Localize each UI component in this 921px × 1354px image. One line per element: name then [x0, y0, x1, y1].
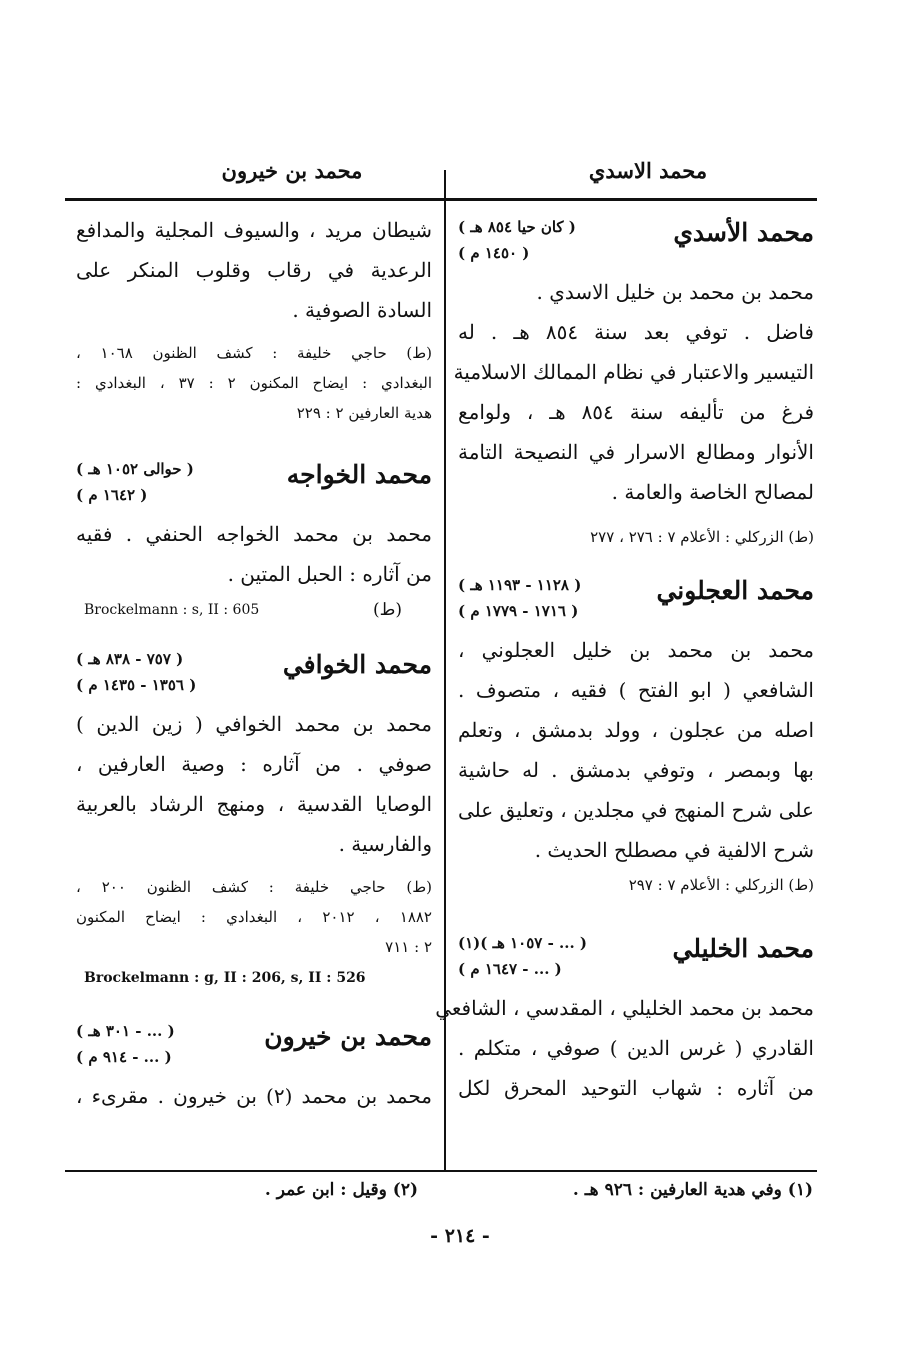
entry-dates [76, 456, 194, 508]
reference-text: Brockelmann : s, II : 605 [84, 602, 260, 618]
entry-name: محمد بن خيرون [264, 1022, 432, 1051]
text-line: شرح الالفية في مصطلح الحديث . [534, 838, 814, 862]
entry-heading [458, 926, 814, 988]
entry-name: محمد الخوافي [282, 650, 432, 679]
source-line: (ط) الزركلي : الأعلام ٧ : ٢٩٧ [628, 876, 814, 894]
date-hijri: ( ... - ١٠٥٧ هـ )(١) [458, 934, 588, 952]
reference-label: (ط) [373, 600, 402, 620]
date-gregorian: ( ... - ١٦٤٧ م ) [458, 960, 562, 978]
text-line: من آثاره : الحبل المتين . [227, 562, 432, 586]
source-line: (ط) حاجي خليفة : كشف الظنون ٢٠٠ ، [76, 878, 433, 896]
text-line: من آثاره : شهاب التوحيد المحرق لكل [458, 1076, 814, 1100]
date-gregorian: ( ١٣٥٦ - ١٤٣٥ م ) [76, 676, 197, 694]
entry-heading [76, 1014, 432, 1076]
text-line: اصله من عجلون ، وولد بدمشق ، وتعلم [458, 718, 814, 742]
footnote-left: (٢) وقيل : ابن عمر . [264, 1180, 418, 1200]
text-line: الشافعي ( ابو الفتح ) فقيه ، متصوف . [458, 678, 814, 702]
entry-name: محمد الخليلي [672, 934, 814, 963]
text-line: محمد بن محمد الخوافي ( زين الدين ) [76, 712, 432, 736]
entry-name: محمد الخواجه [286, 460, 432, 489]
date-gregorian: ( ١٦٤٢ م ) [76, 486, 148, 504]
date-gregorian: ( ... - ٩١٤ م ) [76, 1048, 172, 1066]
source-line: ١٨٨٢ ، ٢٠١٢ ، البغدادي : ايضاح المكنون [76, 908, 432, 926]
text-line: صوفي . من آثاره : وصية العارفين ، [76, 752, 432, 776]
text-line: محمد بن محمد (٢) بن خيرون . مقرىء ، [76, 1084, 432, 1108]
footnote-rule [65, 1170, 817, 1172]
reference-line [76, 962, 432, 994]
date-gregorian: ( ١٧١٦ - ١٧٧٩ م ) [458, 602, 579, 620]
entry-heading [76, 642, 432, 704]
reference-text: Brockelmann : g, II : 206, s, II : 526 [84, 970, 366, 986]
entry-dates [458, 214, 576, 266]
entry-heading [76, 452, 432, 514]
running-header-left: محمد بن خيرون [221, 158, 363, 183]
entry-dates [458, 572, 581, 624]
entry-dates [76, 1018, 175, 1070]
entry-name: محمد العجلوني [656, 576, 814, 605]
right-column [435, 210, 814, 1108]
date-hijri: ( ... - ٣٠١ هـ ) [76, 1022, 175, 1040]
text-line: بها وبمصر ، وتوفي بدمشق . له حاشية [458, 758, 814, 782]
date-hijri: ( كان حيا ٨٥٤ هـ ) [458, 218, 576, 236]
text-line: الأنوار ومطالع الاسرار في النصيحة التامة [458, 440, 814, 464]
entry-dates [458, 930, 587, 982]
running-header-right: محمد الاسدي [588, 158, 708, 183]
source-line: (ط) حاجي خليفة : كشف الظنون ١٠٦٨ ، [76, 344, 432, 362]
date-gregorian: ( ١٤٥٠ م ) [458, 244, 530, 262]
text-line: السادة الصوفية . [292, 298, 432, 322]
entry-dates [76, 646, 196, 698]
text-line: الرعدية في رقاب وقلوب المنكر على [76, 258, 432, 282]
reference-line [76, 594, 432, 626]
date-hijri: ( ٧٥٧ - ٨٣٨ هـ ) [76, 650, 184, 668]
left-column [76, 210, 432, 1116]
date-hijri: ( ١١٢٨ - ١١٩٣ هـ ) [458, 576, 582, 594]
source-line: هدية العارفين ٢ : ٢٢٩ [296, 404, 432, 422]
text-line: فاضل . توفي بعد سنة ٨٥٤ هـ . له [458, 320, 814, 344]
page-number: - ٢١٤ - [430, 1225, 490, 1247]
header-rule [65, 198, 817, 201]
source-line: (ط) الزركلي : الأعلام ٧ : ٢٧٦ ، ٢٧٧ [590, 528, 814, 546]
text-line: فرغ من تأليفه سنة ٨٥٤ هـ ، ولوامع [458, 400, 814, 424]
text-line: والفارسية . [338, 832, 432, 856]
text-line: محمد بن محمد بن خليل الاسدي . [536, 280, 814, 304]
entry-heading [458, 210, 814, 272]
text-line: لمصالح الخاصة والعامة . [611, 480, 814, 504]
text-line: محمد بن محمد بن خليل العجلوني ، [458, 638, 814, 662]
text-line: شيطان مريد ، والسيوف المجلية والمدافع [76, 218, 432, 242]
text-line: محمد بن محمد الخليلي ، المقدسي ، الشافعي [435, 996, 814, 1020]
source-line: البغدادي : ايضاح المكنون ٢ : ٣٧ ، البغدادي : [76, 374, 432, 392]
text-line: على شرح المنهج في مجلدين ، وتعليق على [458, 798, 814, 822]
text-line: التيسير والاعتبار في نظام الممالك الاسلامية [453, 360, 814, 384]
date-hijri: ( حوالى ١٠٥٢ هـ ) [76, 460, 194, 478]
source-line: ٢ : ٧١١ [385, 938, 432, 956]
entry-name: محمد الأسدي [673, 218, 814, 247]
footnote-right: (١) وفي هدية العارفين : ٩٢٦ هـ . [572, 1180, 813, 1200]
text-line: الوصايا القدسية ، ومنهج الرشاد بالعربية [76, 792, 432, 816]
text-line: القادري ( غرس الدين ) صوفي ، متكلم . [458, 1036, 814, 1060]
text-line: محمد بن محمد الخواجه الحنفي . فقيه [76, 522, 432, 546]
entry-heading [458, 568, 814, 630]
